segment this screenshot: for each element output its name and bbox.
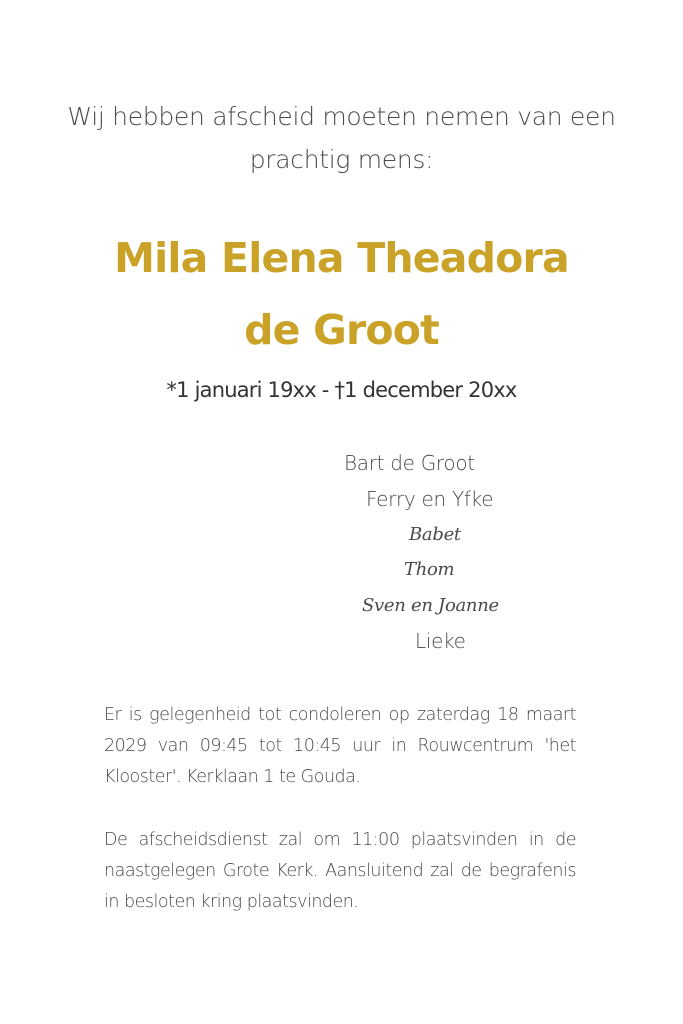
intro-line-2: prachtig mens:: [249, 145, 434, 174]
family-member: Lieke: [415, 629, 466, 653]
family-member: Babet: [409, 524, 461, 545]
family-member: Thom: [404, 559, 455, 580]
family-member: Bart de Groot: [344, 451, 475, 475]
deceased-name: [40, 222, 643, 366]
intro-text: [60, 95, 623, 181]
condolence-paragraph: Er is gelegenheid tot condoleren op zaterdag 18 maart 2029 van 09:45 tot 10:45 uur in Rouwcentrum 'het Klooster'. Kerklaan 1 te Gouda.: [104, 705, 576, 787]
name-line-2: de Groot: [244, 306, 439, 354]
intro-line-1: Wij hebben afscheid moeten nemen van een: [67, 102, 616, 131]
life-dates: *1 januari 19xx - †1 december 20xx: [166, 378, 517, 402]
service-paragraph: De afscheidsdienst zal om 11:00 plaatsvinden in de naastgelegen Grote Kerk. Aansluitend zal de begrafenis in besloten kring plaatsvinden.: [104, 830, 576, 912]
name-line-1: Mila Elena Theadora: [114, 234, 569, 282]
family-member: Sven en Joanne: [362, 595, 499, 616]
family-member: Ferry en Yfke: [366, 487, 494, 511]
